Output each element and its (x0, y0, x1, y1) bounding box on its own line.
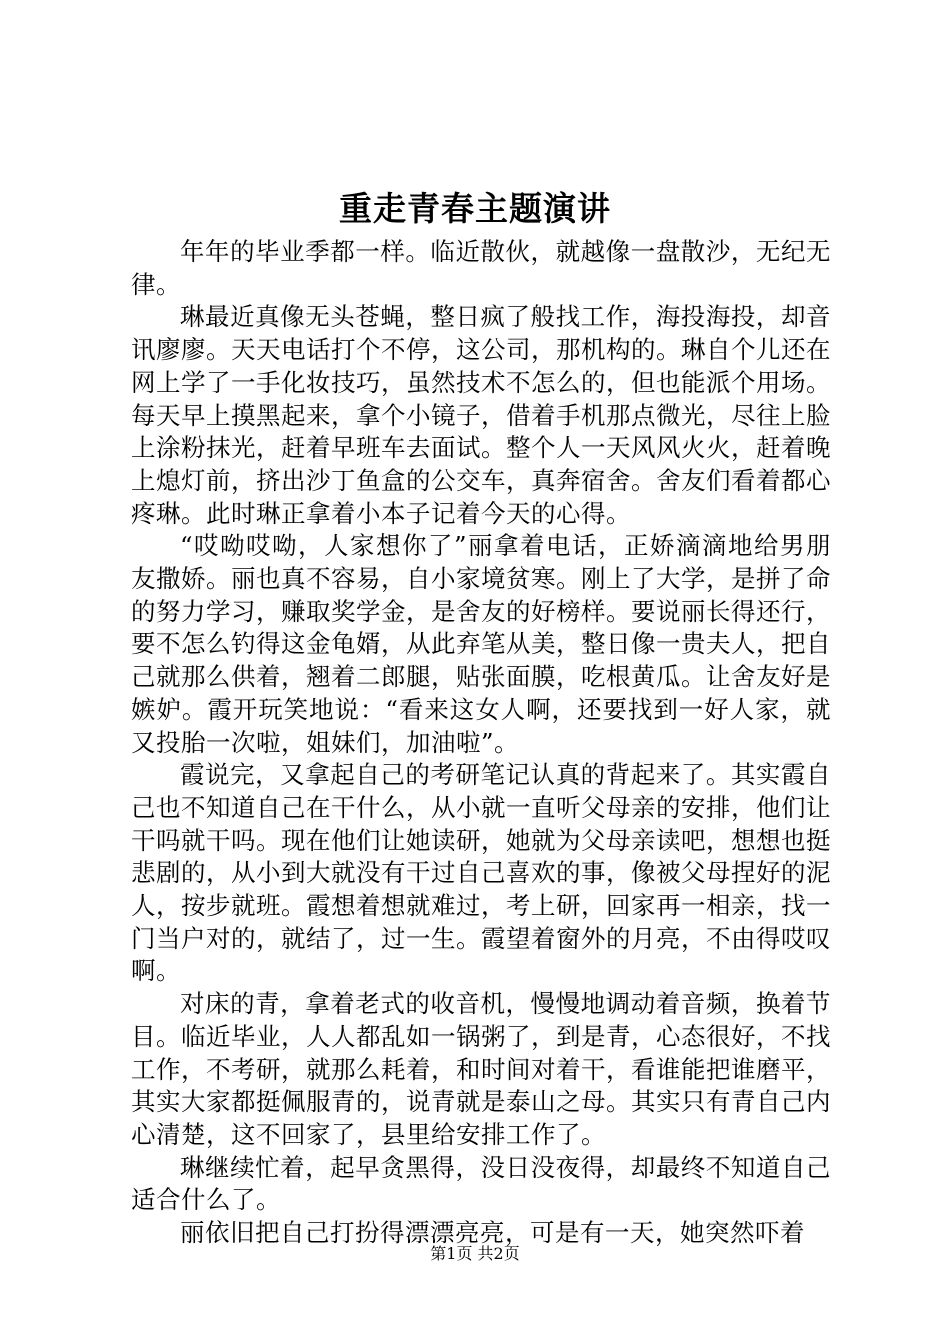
paragraph: 丽依旧把自己打扮得漂漂亮亮，可是有一天，她突然吓着 (180, 1218, 805, 1248)
paragraph: 年年的毕业季都一样。临近散伙，就越像一盘散沙，无纪无律。 (131, 237, 831, 299)
document-body (131, 236, 831, 1250)
document-title: 重走青春主题演讲 (339, 189, 611, 228)
paragraph: 霞说完，又拿起自己的考研笔记认真的背起来了。其实霞自己也不知道自己在干什么，从小就一直听父母亲的安排，他们让干吗就干吗。现在他们让她读研，她就为父母亲读吧，想想也挺悲剧的，从小到大就没有干过自己喜欢的事，像被父母捏好的泥人，按步就班。霞想着想就难过，考上研，回家再一相亲，找一门当户对的，就结了，过一生。霞望着窗外的月亮，不由得哎叹啊。 (131, 760, 831, 986)
paragraph: 对床的青，拿着老式的收音机，慢慢地调动着音频，换着节目。临近毕业，人人都乱如一锅粥了，到是青，心态很好，不找工作，不考研，就那么耗着，和时间对着干，看谁能把谁磨平，其实大家都挺佩服青的，说青就是泰山之母。其实只有青自己内心清楚，这不回家了，县里给安排工作了。 (131, 989, 831, 1149)
page-number-footer: 第1页 共2页 (430, 1244, 520, 1263)
paragraph: 琳继续忙着，起早贪黑得，没日没夜得，却最终不知道自己适合什么了。 (131, 1152, 831, 1215)
paragraph: 琳最近真像无头苍蝇，整日疯了般找工作，海投海投，却音讯廖廖。天天电话打个不停，这公司，那机构的。琳自个儿还在网上学了一手化妆技巧，虽然技术不怎么的，但也能派个用场。每天早上摸黑起来，拿个小镜子，借着手机那点微光，尽往上脸上涂粉抹光，赶着早班车去面试。整个人一天风风火火，赶着晚上熄灯前，挤出沙丁鱼盒的公交车，真奔宿舍。舍友们看着都心疼琳。此时琳正拿着小本子记着今天的心得。 (131, 302, 831, 528)
paragraph: “哎呦哎呦，人家想你了”丽拿着电话，正娇滴滴地给男朋友撒娇。丽也真不容易，自小家境贫寒。刚上了大学，是拼了命的努力学习，赚取奖学金，是舍友的好榜样。要说丽长得还行，要不怎么钓得这金龟婿，从此弃笔从美，整日像一贵夫人，把自己就那么供着，翘着二郎腿，贴张面膜，吃根黄瓜。让舍友好是嫉妒。霞开玩笑地说：“看来这女人啊，还要找到一好人家，就又投胎一次啦，姐妹们，加油啦”。 (131, 531, 831, 757)
